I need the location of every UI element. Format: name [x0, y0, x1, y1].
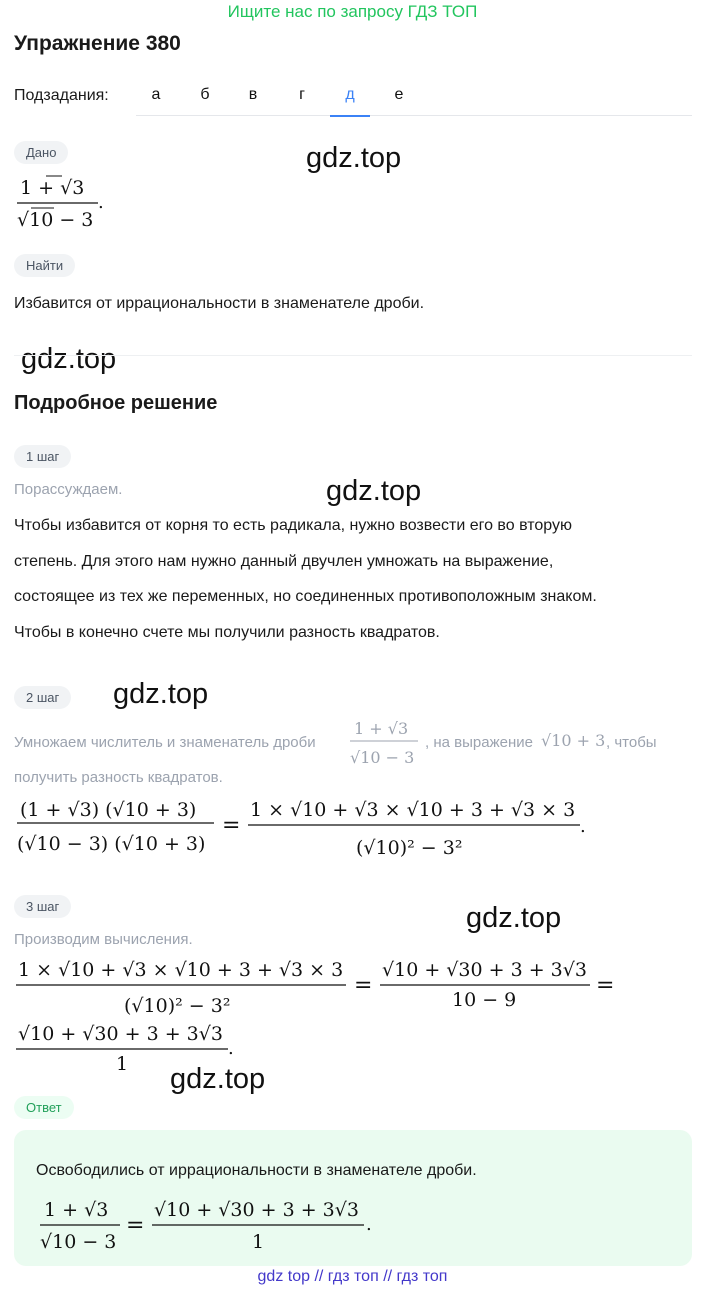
svg-text:√10 − 3: √10 − 3 — [17, 209, 94, 231]
page-title: Упражнение 380 — [14, 32, 181, 55]
svg-text:=: = — [222, 813, 241, 838]
step2-text-before: Умножаем числитель и знаменатель дроби — [14, 734, 316, 751]
find-chip: Найти — [14, 254, 75, 277]
answer-chip: Ответ — [14, 1096, 74, 1119]
step2-inline-expr: √10 + 3 — [541, 731, 606, 750]
step2-inline-fraction — [346, 714, 426, 772]
svg-text:√10 + √30 + 3 + 3√3: √10 + √30 + 3 + 3√3 — [382, 959, 587, 981]
step3-intro: Производим вычисления. — [14, 931, 193, 948]
subtask-tab-v[interactable]: в — [248, 86, 258, 103]
svg-text:1: 1 — [116, 1053, 129, 1075]
watermark: gdz.top — [326, 475, 422, 507]
svg-text:(√10 − 3) (√10 + 3): (√10 − 3) (√10 + 3) — [17, 833, 206, 855]
svg-text:(√10)² − 3²: (√10)² − 3² — [124, 995, 231, 1017]
find-text: Избавится от иррациональности в знаменателе дроби. — [14, 295, 425, 312]
svg-text:1 + √3: 1 + √3 — [20, 177, 85, 199]
watermark: gdz.top — [21, 343, 117, 375]
step2-text-middle: , на выражение — [425, 734, 533, 751]
svg-text:=: = — [354, 973, 373, 998]
svg-text:(1 + √3) (√10 + 3): (1 + √3) (√10 + 3) — [20, 799, 197, 821]
step1-line: состоящее из тех же переменных, но соединенных противоположным знаком. — [14, 588, 597, 605]
given-fraction — [14, 170, 114, 236]
divider — [14, 355, 692, 356]
promo-banner: Ищите нас по запросу ГДЗ ТОП — [227, 2, 478, 21]
answer-equation — [36, 1192, 416, 1256]
subtask-tab-d[interactable]: д — [330, 86, 370, 117]
step3-chip: 3 шаг — [14, 895, 71, 918]
step3-equation — [14, 950, 634, 1080]
subtask-tab-b[interactable]: б — [200, 86, 210, 103]
step2-equation — [14, 790, 614, 870]
svg-text:1 + √3: 1 + √3 — [354, 719, 409, 738]
watermark: gdz.top — [113, 678, 209, 710]
svg-text:=: = — [126, 1213, 145, 1238]
svg-text:1 × √10 + √3 × √10 + 3 + √3 ×: 1 × √10 + √3 × √10 + 3 + √3 × 3 — [250, 799, 576, 821]
svg-text:1 × √10 + √3 × √10 + 3 + √3 ×: 1 × √10 + √3 × √10 + 3 + √3 × 3 — [18, 959, 344, 981]
svg-text:.: . — [98, 192, 104, 213]
step1-intro: Порассуждаем. — [14, 481, 123, 498]
svg-text:.: . — [366, 1214, 372, 1235]
step1-line: Чтобы в конечно счете мы получили разность квадратов. — [14, 623, 440, 641]
svg-text:10 − 9: 10 − 9 — [452, 989, 517, 1011]
svg-text:√10 − 3: √10 − 3 — [350, 748, 415, 767]
watermark: gdz.top — [170, 1063, 266, 1095]
step1-line: степень. Для этого нам нужно данный двучлен умножать на выражение, — [14, 552, 554, 570]
subtask-tab-a[interactable]: а — [151, 86, 161, 103]
svg-text:√10 − 3: √10 − 3 — [40, 1231, 117, 1253]
answer-text: Освободились от иррациональности в знаменателе дроби. — [36, 1162, 477, 1179]
svg-text:(√10)² − 3²: (√10)² − 3² — [356, 837, 463, 859]
answer-box — [14, 1130, 692, 1266]
step1-line: Чтобы избавится от корня то есть радикала, нужно возвести его во вторую — [14, 517, 572, 534]
svg-text:1: 1 — [252, 1231, 265, 1253]
svg-text:.: . — [580, 816, 586, 837]
watermark: gdz.top — [306, 142, 402, 174]
svg-text:√10 + √30 + 3 + 3√3: √10 + √30 + 3 + 3√3 — [154, 1199, 359, 1221]
subtasks-label: Подзадания: — [14, 87, 109, 104]
solution-title: Подробное решение — [14, 392, 218, 414]
step2-chip: 2 шаг — [14, 686, 71, 709]
svg-text:=: = — [596, 973, 615, 998]
step2-text-line2: получить разность квадратов. — [14, 769, 223, 786]
svg-text:.: . — [228, 1038, 234, 1059]
step1-text — [14, 508, 704, 650]
watermark: gdz.top — [466, 902, 562, 934]
subtask-tab-e[interactable]: е — [394, 86, 404, 103]
svg-text:1 + √3: 1 + √3 — [44, 1199, 109, 1221]
given-chip: Дано — [14, 141, 68, 164]
step1-chip: 1 шаг — [14, 445, 71, 468]
subtask-tab-g[interactable]: г — [299, 86, 305, 103]
footer-links[interactable]: gdz top // гдз топ // гдз топ — [257, 1268, 448, 1285]
svg-text:√10 + √30 + 3 + 3√3: √10 + √30 + 3 + 3√3 — [18, 1023, 223, 1045]
step2-text-after: , чтобы — [606, 734, 657, 751]
subtasks-tabs — [136, 78, 692, 116]
